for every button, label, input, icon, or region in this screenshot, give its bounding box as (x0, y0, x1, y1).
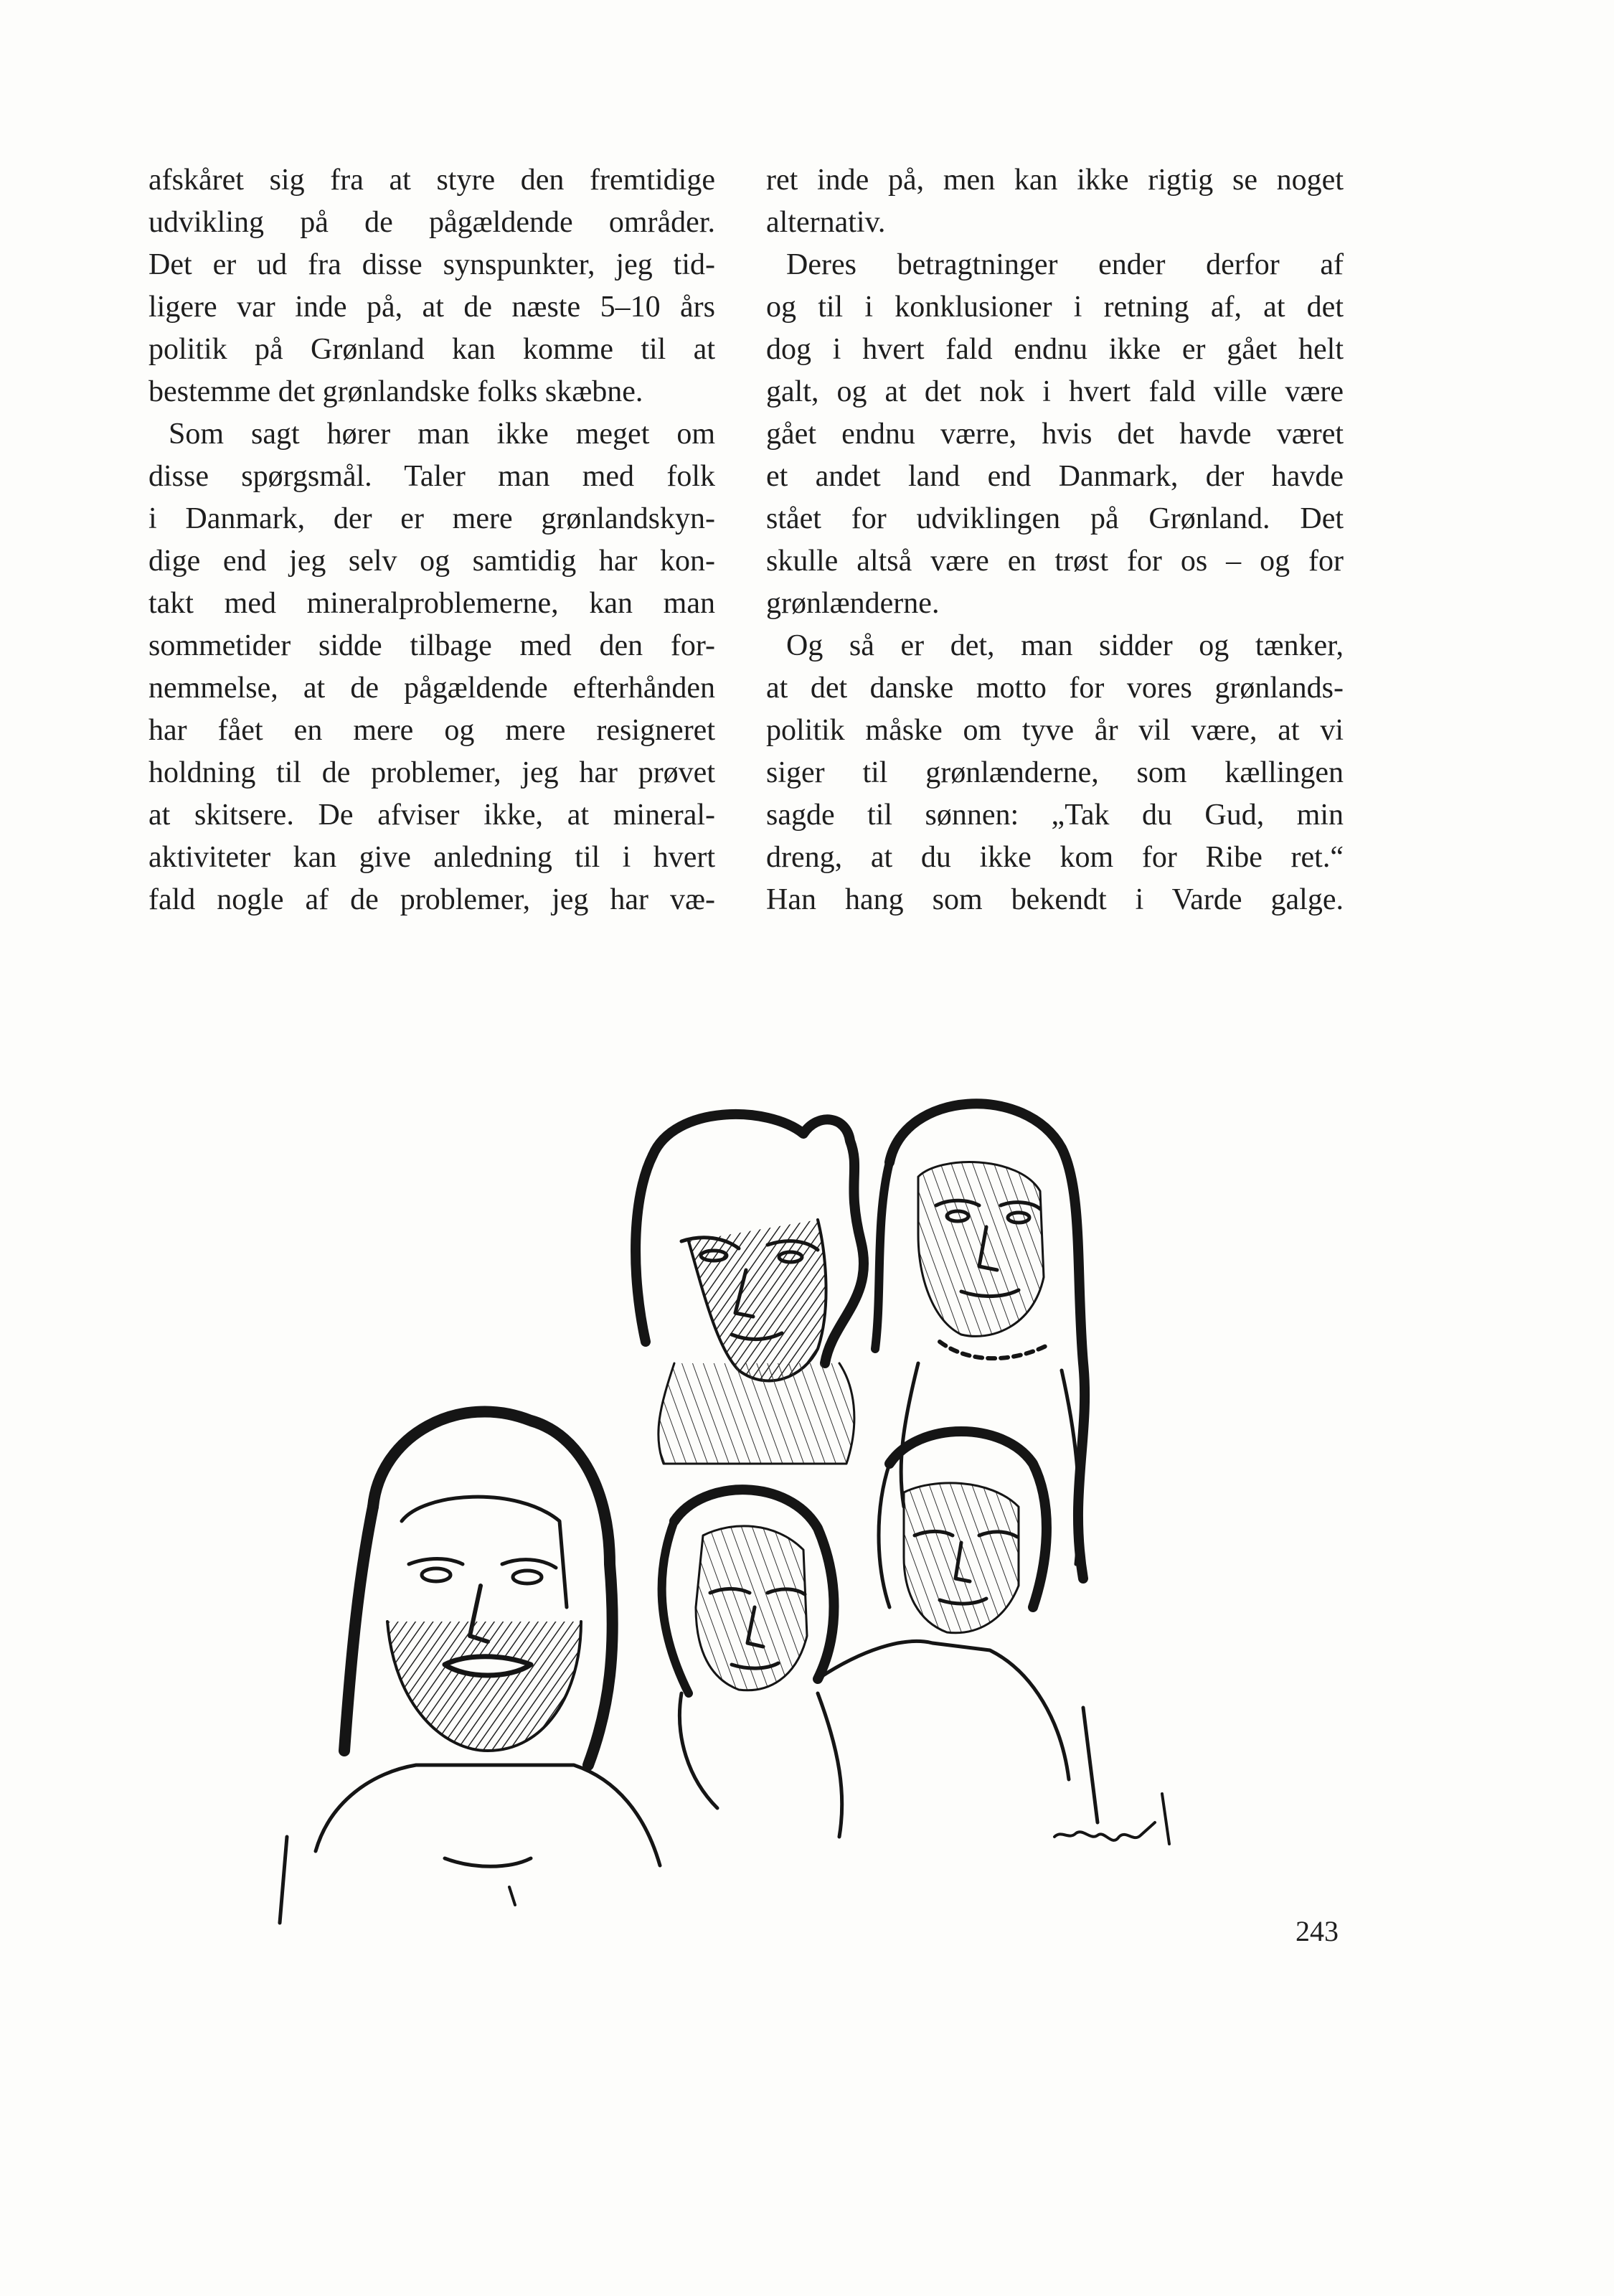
text-line: sommetider sidde tilbage med den for- (148, 629, 715, 662)
text-line: udvikling på de pågældende områder. (148, 206, 715, 239)
text-line: bestemme det grønlandske folks skæbne. (148, 375, 643, 408)
text-line: dige end jeg selv og samtidig har kon- (148, 545, 715, 578)
text-line: at skitsere. De afviser ikke, at mineral- (148, 799, 715, 832)
text-line: nemmelse, at de pågældende efterhånden (148, 672, 715, 705)
text-line: Og så er det, man sidder og tænker, (786, 629, 1344, 662)
right-text-column (766, 159, 1344, 921)
text-line: at det danske motto for vores grønlands- (766, 672, 1344, 705)
text-line: Deres betragtninger ender derfor af (786, 248, 1344, 281)
left-text-column (148, 159, 715, 921)
text-line: skulle altså være en trøst for os – og for (766, 545, 1344, 578)
text-line: afskåret sig fra at styre den fremtidige (148, 164, 715, 197)
text-line: et andet land end Danmark, der havde (766, 460, 1344, 493)
text-line: siger til grønlænderne, som kællingen (766, 756, 1344, 789)
artist-signature (1054, 1822, 1155, 1840)
text-line: fald nogle af de problemer, jeg har væ- (148, 883, 715, 916)
text-line: sagde til sønnen: „Tak du Gud, min (766, 799, 1344, 832)
figure-top-center (636, 1114, 864, 1464)
text-line: Som sagt hører man ikke meget om (169, 418, 715, 451)
text-line: dog i hvert fald endnu ikke er gået helt (766, 333, 1344, 366)
text-line: stået for udviklingen på Grønland. Det (766, 502, 1344, 535)
text-line: i Danmark, der er mere grønlandskyn- (148, 502, 715, 535)
text-line: politik måske om tyve år vil være, at vi (766, 714, 1344, 747)
figure-left-bearded-man (280, 1411, 660, 1923)
text-line: gået endnu værre, hvis det havde været (766, 418, 1344, 451)
text-line: galt, og at det nok i hvert fald ville være (766, 375, 1344, 408)
text-line: takt med mineralproblemerne, kan man (148, 587, 715, 620)
text-line: grønlænderne. (766, 587, 940, 620)
figure-right-man (818, 1431, 1098, 1822)
text-line: ligere var inde på, at de næste 5–10 års (148, 291, 715, 324)
text-line: ret inde på, men kan ikke rigtig se noget (766, 164, 1344, 197)
text-line: politik på Grønland kan komme til at (148, 333, 715, 366)
text-line: Han hang som bekendt i Varde galge. (766, 883, 1344, 916)
text-line: holdning til de problemer, jeg har prøvet (148, 756, 715, 789)
figure-center-youth (662, 1490, 842, 1837)
ink-portrait-drawing (273, 1062, 1248, 2296)
text-line: og til i konklusioner i retning af, at det (766, 291, 1344, 324)
text-line: dreng, at du ikke kom for Ribe ret.“ (766, 841, 1344, 874)
text-line: disse spørgsmål. Taler man med folk (148, 460, 715, 493)
text-line: Det er ud fra disse synspunkter, jeg tid- (148, 248, 715, 281)
text-line: aktiviteter kan give anledning til i hvert (148, 841, 715, 874)
page-number: 243 (1296, 1915, 1339, 1947)
text-line: har fået en mere og mere resigneret (148, 714, 715, 747)
text-line: alternativ. (766, 206, 886, 239)
